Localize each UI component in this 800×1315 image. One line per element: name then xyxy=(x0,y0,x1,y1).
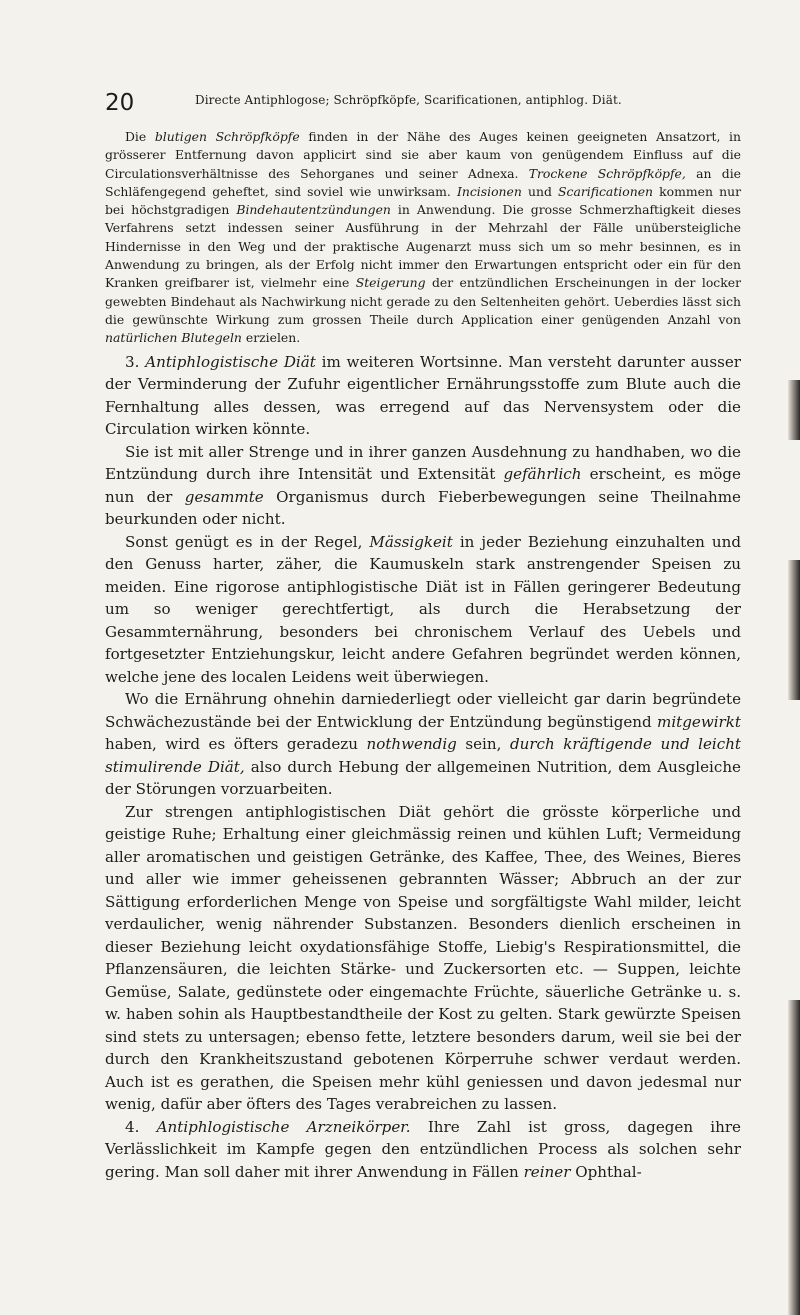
page-number: 20 xyxy=(105,90,135,116)
paragraph-strenge: Sie ist mit aller Strenge und in ihrer ganzen Ausdehnung zu handhaben, wo die Entzündung durch ihre Intensität und Extensität gefährlich erscheint, es möge nun der gesammte Organismus durch Fieberbewegungen seine Theilnahme beurkunden oder nicht. xyxy=(105,442,741,529)
paragraph-ernaehrung: Wo die Ernährung ohnehin darniederliegt oder vielleicht gar darin begründete Schwächezustände bei der Entwicklung der Entzündung begünstigend mitgewirkt haben, wird es öfters geradezu nothwendig sein, durch kräftigende und leicht stimulirende Diät, also durch Hebung der allgemeinen Nutrition, dem Ausgleiche der Störungen vorzuarbeiten. xyxy=(105,690,741,799)
page-edge-shadow xyxy=(788,560,800,700)
paragraph-strenge-diaet: Zur strengen antiphlogistischen Diät gehört die grösste körperliche und geistige Ruhe; Erhaltung einer gleichmässig reinen und kühlen Luft; Vermeidung aller aromatischen und geistigen Getränke, des Kaffee, Thee, des Weines, Bieres und aller wie immer geheissenen gebrannten Wässer; Abbruch an der zur Sättigung erforderlichen Menge von Speise und sorgfältigste Wahl milder, leicht verdaulicher, wenig nährender Substanzen. Besonders dienlich erscheinen in dieser Beziehung leicht oxydationsfähige Stoffe, Liebig's Respirationsmittel, die Pflanzensäuren, die leichten Stärke- und Zuckersorten etc. — Suppen, leichte Gemüse, Salate, gedünstete oder eingemachte Früchte, säuerliche Getränke u. s. w. haben sohin als Hauptbestandtheile der Kost zu gelten. Stark gewürzte Speisen sind stets zu untersagen; ebenso fette, letztere besonders darum, weil sie bei der durch den Krankheitszustand gebotenen Körperruhe schwer verdaut werden. Auch ist es gerathen, die Speisen mehr kühl geniessen und davon jedesmal nur wenig, dafür aber öfters des Tages verabreichen zu lassen. xyxy=(105,802,741,1114)
paragraph-section-4: 4. Antiphlogistische Arzneikörper. Ihre Zahl ist gross, dagegen ihre Verlässlichkeit im Kampfe gegen den entzündlichen Process als solchen sehr gering. Man soll daher mit ihrer Anwendung in Fällen reiner Ophthal- xyxy=(105,1117,741,1181)
paragraph-schroepfkoepfe: Die blutigen Schröpfköpfe finden in der Nähe des Auges keinen geeigneten Ansatzort, in grösserer Entfernung davon applicirt sind sie aber kaum von genügendem Einfluss auf die Circulationsverhältnisse des Sehorganes und seiner Adnexa. Trockene Schröpfköpfe, an die Schläfengegend geheftet, sind soviel wie unwirksam. Incisionen und Scarificationen kommen nur bei höchstgradigen Bindehautentzündungen in Anwendung. Die grosse Schmerzhaftigkeit dieses Verfahrens setzt indessen seiner Ausführung in der Mehrzahl der Fälle unübersteigliche Hindernisse in den Weg und der praktische Augenarzt muss sich um so mehr besinnen, es in Anwendung zu bringen, als der Erfolg nicht immer den Erwartungen entspricht oder ein für den Kranken greifbarer ist, vielmehr eine Steigerung der entzündlichen Erscheinungen in der locker gewebten Bindehaut als Nachwirkung nicht gerade zu den Seltenheiten gehört. Ueberdies lässt sich die gewünschte Wirkung zum grossen Theile durch Application einer genügenden Anzahl von natürlichen Blutegeln erzielen. xyxy=(105,129,741,346)
page-edge-shadow xyxy=(788,1000,800,1315)
page-edge-shadow xyxy=(788,380,800,440)
running-title: Directe Antiphlogose; Schröpfköpfe, Scarificationen, antiphlog. Diät. xyxy=(195,93,622,107)
paragraph-section-3: 3. Antiphlogistische Diät im weiteren Wortsinne. Man versteht darunter ausser der Verminderung der Zufuhr eigentlicher Ernährungsstoffe zum Blute auch die Fernhaltung alles dessen, was erregend auf das Nervensystem oder die Circulation wirken könnte. xyxy=(105,352,741,439)
page-body xyxy=(105,128,741,1183)
page-header xyxy=(105,88,725,118)
paragraph-maessigkeit: Sonst genügt es in der Regel, Mässigkeit in jeder Beziehung einzuhalten und den Genuss harter, zäher, die Kaumuskeln stark anstrengender Speisen zu meiden. Eine rigorose antiphlogistische Diät ist in Fällen geringerer Bedeutung um so weniger gerechtfertigt, als durch die Herabsetzung der Gesammternährung, besonders bei chronischem Verlauf des Uebels und fortgesetzter Entziehungskur, leicht andere Gefahren begründet werden können, welche jene des localen Leidens weit überwiegen. xyxy=(105,532,741,686)
